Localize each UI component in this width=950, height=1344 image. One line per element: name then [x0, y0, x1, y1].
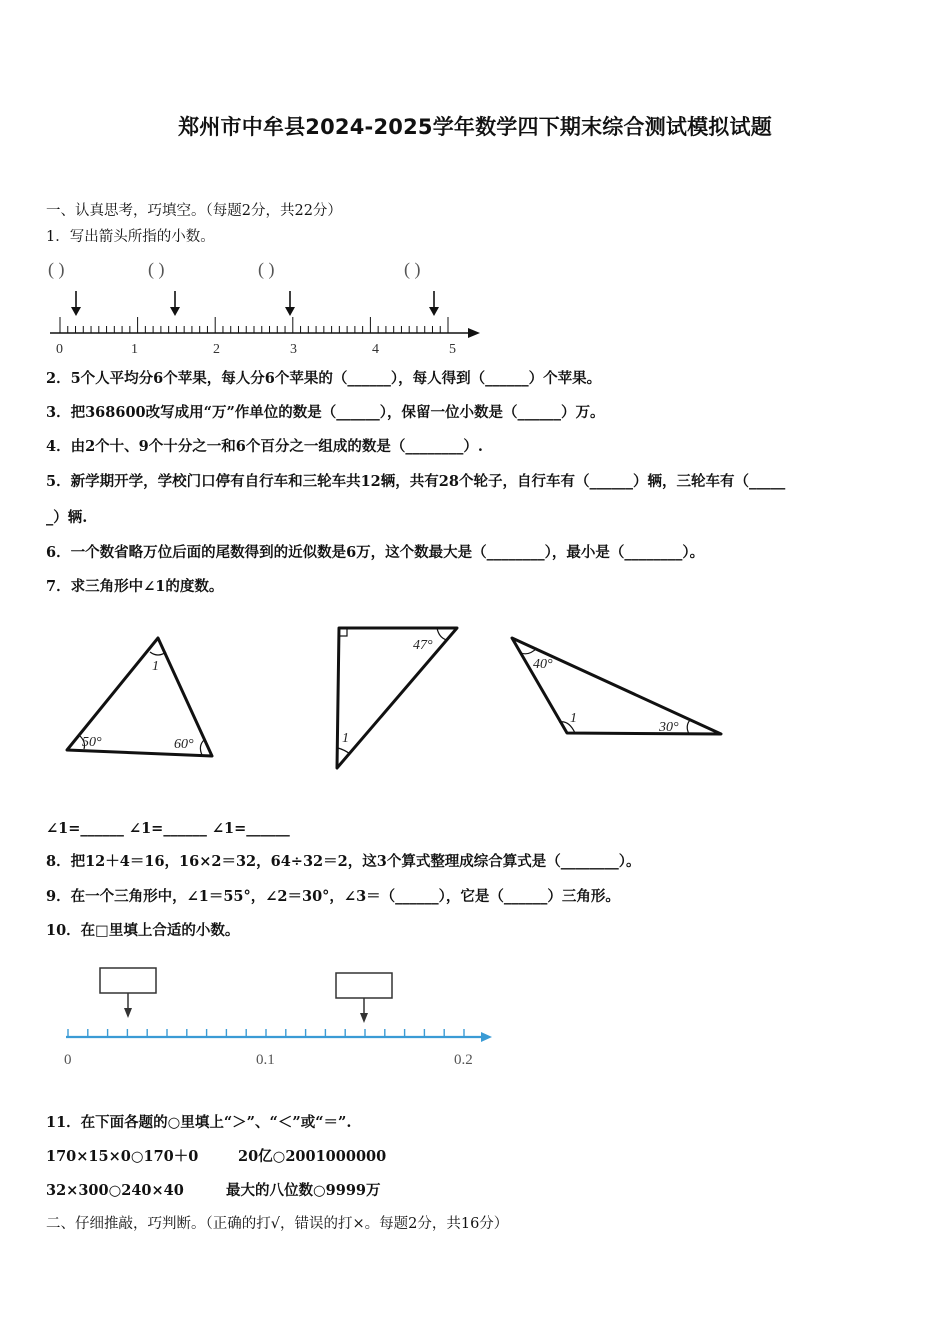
angle-label-30: 30° [659, 720, 679, 735]
question-5-continued: _）辆. [46, 509, 88, 526]
number-line-figure-1 [40, 255, 500, 355]
question-8: 8．把12＋4＝16，16×2＝32，64÷32＝2，这3个算式整理成综合算式是（________）。 [46, 853, 641, 870]
tick-label-0: 0 [56, 342, 63, 357]
answer-blank-4: ( ) [404, 259, 421, 279]
answer-box-1[interactable] [100, 968, 156, 993]
answer-blank-3: ( ) [258, 259, 275, 279]
triangle-figure-3 [505, 628, 735, 748]
question-7-answers: ∠1=______ ∠1=______ ∠1=______ [46, 820, 290, 837]
tick-label-2: 2 [213, 342, 220, 357]
question-4: 4．由2个十、9个十分之一和6个百分之一组成的数是（________）. [46, 438, 483, 455]
angle-label-1: 1 [570, 711, 577, 726]
angle-label-1: 1 [152, 659, 159, 674]
angle-label-50: 50° [82, 735, 102, 750]
angle-label-1: 1 [342, 731, 349, 746]
tick-label-0.2: 0.2 [454, 1052, 473, 1068]
question-11-row2-left: 32×300○240×40 [46, 1182, 184, 1199]
question-1: 1．写出箭头所指的小数。 [46, 229, 215, 245]
triangle-figure-1 [60, 628, 220, 768]
answer-blank-1: ( ) [48, 259, 65, 279]
angle-label-47: 47° [413, 638, 433, 653]
tick-label-3: 3 [290, 342, 297, 357]
tick-label-1: 1 [131, 342, 138, 357]
question-10: 10．在□里填上合适的小数。 [46, 922, 240, 939]
question-11-row1-left: 170×15×0○170＋0 [46, 1148, 199, 1165]
question-2: 2．5个人平均分6个苹果，每人分6个苹果的（______），每人得到（______）个苹果。 [46, 370, 602, 387]
triangle-figure-2 [325, 620, 465, 780]
tick-label-0.1: 0.1 [256, 1052, 275, 1068]
down-arrow-icon [71, 291, 439, 316]
answer-blank-2: ( ) [148, 259, 165, 279]
down-arrow-icon [124, 1008, 132, 1018]
page-title: 郑州市中牟县2024-2025学年数学四下期末综合测试模拟试题 [178, 115, 772, 139]
tick-label-4: 4 [372, 342, 379, 357]
section-1-heading: 一、认真思考，巧填空。（每题2分，共22分） [46, 203, 342, 219]
answer-box-2[interactable] [336, 973, 392, 998]
question-3: 3．把368600改写成用“万”作单位的数是（______），保留一位小数是（______）万。 [46, 404, 605, 421]
tick-label-0: 0 [64, 1052, 72, 1068]
number-line-figure-2 [60, 963, 500, 1073]
question-5: 5．新学期开学，学校门口停有自行车和三轮车共12辆，共有28个轮子，自行车有（______）辆，三轮车有（_____ [46, 473, 786, 490]
angle-label-40: 40° [533, 657, 553, 672]
section-2-heading: 二、仔细推敲，巧判断。（正确的打√，错误的打×。每题2分，共16分） [46, 1216, 509, 1232]
angle-label-60: 60° [174, 737, 194, 752]
tick-label-5: 5 [449, 342, 456, 357]
question-9: 9．在一个三角形中，∠1＝55°，∠2＝30°，∠3＝（______），它是（______）三角形。 [46, 888, 620, 905]
down-arrow-icon [360, 1013, 368, 1023]
question-7: 7．求三角形中∠1的度数。 [46, 578, 224, 595]
question-11-row1-right: 20亿○2001000000 [238, 1148, 387, 1165]
question-11-row2-right: 最大的八位数○9999万 [226, 1182, 381, 1199]
question-11: 11．在下面各题的○里填上“＞”、“＜”或“＝”. [46, 1114, 352, 1131]
question-6: 6．一个数省略万位后面的尾数得到的近似数是6万，这个数最大是（________），最小是（________）。 [46, 544, 705, 561]
